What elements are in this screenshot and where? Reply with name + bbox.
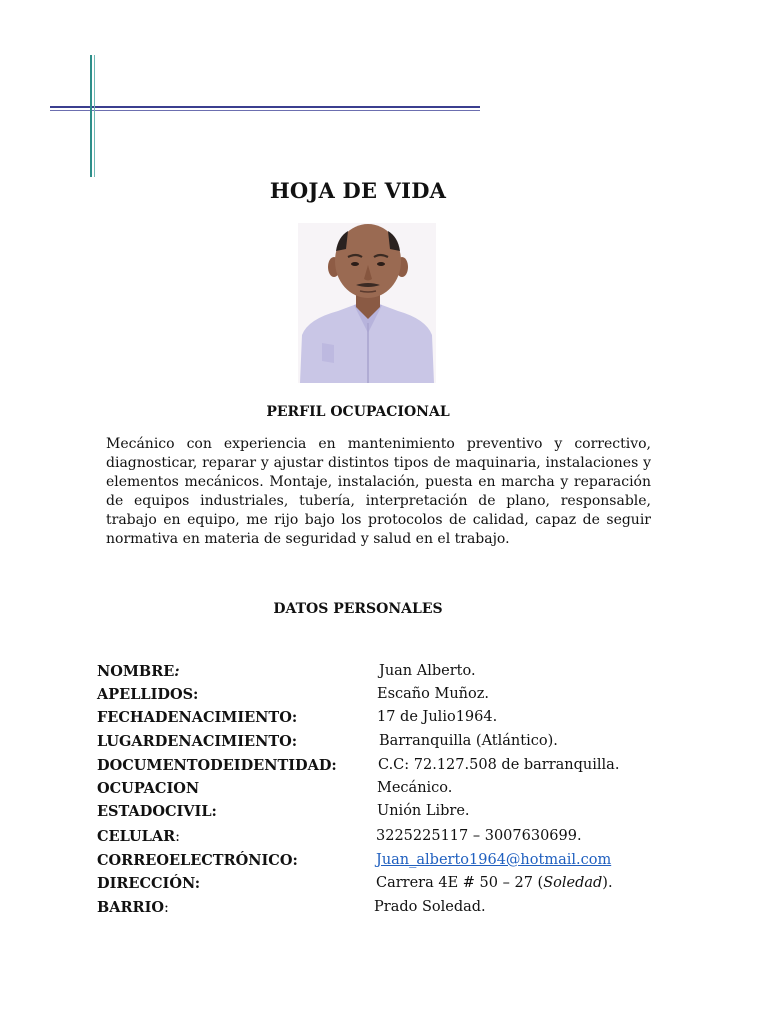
data-row-barrio	[97, 899, 717, 921]
decorative-line-horizontal-thin	[50, 110, 480, 111]
portrait-photo	[298, 223, 436, 383]
section-heading-personal-data: DATOS PERSONALES	[273, 601, 443, 617]
decorative-line-vertical-thin	[94, 55, 95, 177]
value-ocupacion: Mecánico.	[377, 780, 453, 796]
value-direccion: Carrera 4E # 50 – 27 (Soledad).	[376, 875, 613, 891]
label-documento: DOCUMENTODEIDENTIDAD:	[97, 757, 337, 774]
value-documento: C.C: 72.127.508 de barranquilla.	[378, 757, 620, 773]
label-lugar-nacimiento: LUGARDENACIMIENTO:	[97, 733, 298, 750]
label-barrio: BARRIO:	[97, 899, 169, 916]
label-correo: CORREOELECTRÓNICO:	[97, 852, 298, 869]
data-row-celular	[97, 828, 717, 850]
portrait-illustration	[298, 223, 436, 383]
label-estado-civil: ESTADOCIVIL:	[97, 803, 217, 820]
data-row-estado-civil	[97, 803, 717, 825]
page-title: HOJA DE VIDA	[269, 178, 447, 203]
label-nombre: NOMBRE:	[97, 663, 180, 680]
decorative-line-horizontal	[50, 106, 480, 108]
value-fecha-nacimiento: 17 de Julio1964.	[377, 709, 498, 725]
label-fecha-nacimiento: FECHADENACIMIENTO:	[97, 709, 298, 726]
data-row-documento	[97, 757, 717, 779]
label-apellidos: APELLIDOS:	[97, 686, 199, 703]
decorative-line-vertical	[90, 55, 92, 177]
profile-paragraph: Mecánico con experiencia en mantenimiento preventivo y correctivo, diagnosticar, reparar y ajustar distintos tipos de maquinaria, instalaciones y elementos mecánicos. Montaje, instalación, puesta en marcha y reparación de equipos industriales, tubería, interpretación de plano, responsable, trabajo en equipo, me rijo bajo los protocolos de calidad, capaz de seguir normativa en materia de seguridad y salud en el trabajo.	[106, 436, 651, 547]
data-row-apellidos	[97, 686, 717, 708]
email-link[interactable]: Juan_alberto1964@hotmail.com	[376, 852, 612, 868]
value-lugar-nacimiento: Barranquilla (Atlántico).	[379, 733, 558, 749]
data-row-lugar-nacimiento	[97, 733, 717, 755]
data-row-correo	[97, 852, 717, 874]
section-heading-profile: PERFIL OCUPACIONAL	[266, 404, 450, 420]
value-apellidos: Escaño Muñoz.	[377, 686, 489, 702]
value-celular: 3225225117 – 3007630699.	[376, 828, 582, 844]
data-row-ocupacion	[97, 780, 717, 802]
data-row-fecha-nacimiento	[97, 709, 717, 731]
data-row-nombre	[97, 663, 717, 685]
data-row-direccion	[97, 875, 717, 897]
label-celular: CELULAR:	[97, 828, 181, 845]
label-direccion: DIRECCIÓN:	[97, 875, 201, 892]
label-ocupacion: OCUPACION	[97, 780, 200, 797]
value-estado-civil: Unión Libre.	[377, 803, 470, 819]
value-barrio: Prado Soledad.	[374, 899, 486, 915]
value-nombre: Juan Alberto.	[379, 663, 476, 679]
